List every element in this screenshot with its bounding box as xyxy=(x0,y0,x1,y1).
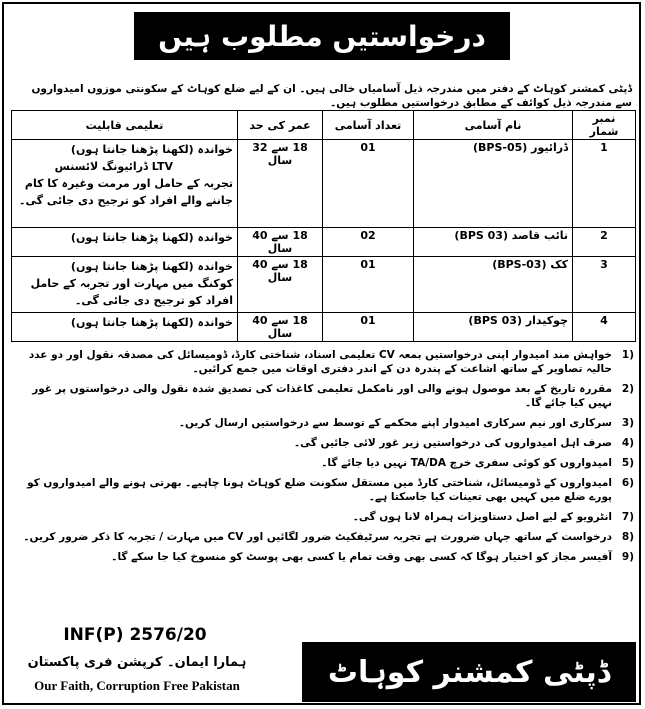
row-count: 01 xyxy=(323,313,414,342)
vacancy-table xyxy=(11,110,636,342)
list-item xyxy=(12,436,634,450)
row-count: 02 xyxy=(323,228,414,257)
slogan-urdu: ہمارا ایمان۔ کرپشن فری پاکستان xyxy=(27,655,247,670)
office-name: ڈپٹی کمشنر کوہاٹ xyxy=(302,642,636,702)
qualification-line: کوکنگ میں مہارت اور تجربہ کے حامل افراد کو ترجیح دی جائی گی۔ xyxy=(30,277,233,307)
condition-text: صرف اہل امیدواروں کی درخواستیں زیر غور لائی جائیں گی۔ xyxy=(293,437,612,449)
condition-number: (8 xyxy=(621,531,634,543)
list-item xyxy=(12,476,634,504)
row-qualification xyxy=(12,140,238,228)
condition-number: (3 xyxy=(621,417,634,429)
row-count: 01 xyxy=(323,257,414,313)
header-qualification: تعلیمی قابلیت xyxy=(12,111,238,140)
condition-number: (4 xyxy=(621,437,634,449)
table-row xyxy=(12,257,636,313)
row-post: کک (BPS-03) xyxy=(414,257,573,313)
row-age: 18 سے 40 سال xyxy=(238,228,323,257)
conditions-list xyxy=(12,348,634,570)
condition-text: امیدواروں کے ڈومیسائل، شناختی کارڈ میں مستقل سکونت ضلع کوہاٹ ہونا چاہیے۔ بھرتی ہونے والے امیدواروں کو پورے ضلع میں کہیں بھی تعینات کیا جاسکتا ہے۔ xyxy=(27,477,612,503)
list-item xyxy=(12,348,634,376)
condition-text: مقررہ تاریخ کے بعد موصول ہونے والی اور نامکمل تعلیمی کاغذات کی تصدیق شدہ نقول والی درخواستوں پر غور نہیں کیا جائے گا۔ xyxy=(32,383,612,409)
row-serial: 1 xyxy=(573,140,636,228)
qualification-line: خواندہ (لکھنا پڑھنا جانتا ہوں) xyxy=(70,260,233,273)
row-qualification xyxy=(12,257,238,313)
header-post: نام آسامی xyxy=(414,111,573,140)
list-item xyxy=(12,530,634,544)
condition-number: (9 xyxy=(621,551,634,563)
qualification-line: خواندہ (لکھنا پڑھنا جانتا ہوں) xyxy=(70,143,233,156)
condition-number: (6 xyxy=(621,477,634,489)
condition-text: آفیسر مجاز کو اختیار ہوگا کہ کسی بھی وقت تمام یا کسی بھی پوسٹ کو منسوخ کیا جا سکے گا۔ xyxy=(111,551,612,563)
list-item xyxy=(12,416,634,430)
condition-text: سرکاری اور نیم سرکاری امیدوار اپنے محکمے کے توسط سے درخواستیں ارسال کریں۔ xyxy=(178,417,612,429)
header-count: تعداد آسامی xyxy=(323,111,414,140)
list-item xyxy=(12,510,634,524)
row-post: چوکیدار (BPS 03) xyxy=(414,313,573,342)
qualification-line: LTV ڈرائیونگ لائسنس xyxy=(54,160,173,173)
row-age: 18 سے 40 سال xyxy=(238,313,323,342)
slogan-english: Our Faith, Corruption Free Pakistan xyxy=(34,678,240,693)
row-serial: 3 xyxy=(573,257,636,313)
table-header-row xyxy=(12,111,636,140)
row-post: نائب قاصد (BPS 03) xyxy=(414,228,573,257)
row-post: ڈرائیور (BPS-05) xyxy=(414,140,573,228)
row-serial: 4 xyxy=(573,313,636,342)
condition-text: درخواست کے ساتھ جہاں ضرورت ہے تجربہ سرٹیفکیٹ ضرور لگائیں اور CV میں مہارت / تجربہ کا ذکر ضرور کریں۔ xyxy=(23,531,612,543)
list-item xyxy=(12,382,634,410)
row-count: 01 xyxy=(323,140,414,228)
qualification-line: خواندہ (لکھنا پڑھنا جانتا ہوں) xyxy=(70,316,233,329)
row-age: 18 سے 40 سال xyxy=(238,257,323,313)
row-age: 18 سے 32 سال xyxy=(238,140,323,228)
qualification-line: تجربہ کے حامل اور مرمت وغیرہ کا کام جاننے والے افراد کو ترجیح دی جائی گی۔ xyxy=(19,177,233,207)
condition-text: انٹرویو کے لیے اصل دستاویزات ہمراہ لانا ہوں گی۔ xyxy=(352,511,612,523)
condition-number: (7 xyxy=(621,511,634,523)
table-row xyxy=(12,140,636,228)
row-qualification xyxy=(12,228,238,257)
row-qualification xyxy=(12,313,238,342)
condition-number: (5 xyxy=(621,457,634,469)
header-age: عمر کی حد xyxy=(238,111,323,140)
inf-number: INF(P) 2576/20 xyxy=(63,625,207,645)
condition-text: خواہش مند امیدوار اپنی درخواستیں بمعہ CV تعلیمی اسناد، شناختی کارڈ، ڈومیسائل کی مصدقہ نقول اور دو عدد حالیہ تصاویر کے ساتھ اشاعت کے پندرہ دن کے اندر دفتری اوقات میں جمع کرائیں۔ xyxy=(28,349,612,375)
condition-text: امیدواروں کو کوئی سفری خرچ TA/DA نہیں دیا جائے گا۔ xyxy=(321,457,612,469)
table-row xyxy=(12,228,636,257)
page-title: درخواستیں مطلوب ہیں xyxy=(134,12,510,60)
list-item xyxy=(12,550,634,564)
condition-number: (2 xyxy=(621,383,634,395)
list-item xyxy=(12,456,634,470)
qualification-line: خواندہ (لکھنا پڑھنا جانتا ہوں) xyxy=(70,231,233,244)
intro-text: ڈپٹی کمشنر کوہاٹ کے دفتر میں مندرجہ ذیل آسامیاں خالی ہیں۔ ان کے لیے ضلع کوہاٹ کے سکونتی موزوں امیدواروں سے مندرجہ ذیل کوائف کے مطابق درخواستیں مطلوب ہیں۔ xyxy=(31,83,632,109)
row-serial: 2 xyxy=(573,228,636,257)
condition-number: (1 xyxy=(621,349,634,361)
header-serial: نمبر شمار xyxy=(573,111,636,140)
table-row xyxy=(12,313,636,342)
